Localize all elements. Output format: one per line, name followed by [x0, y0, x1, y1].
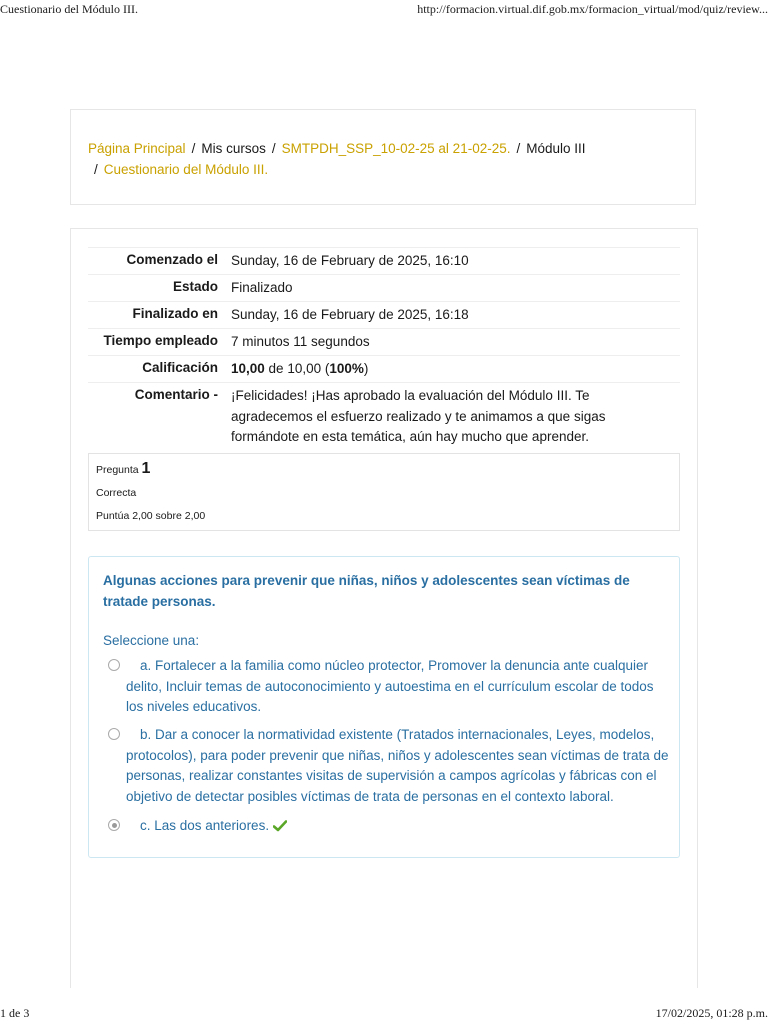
- answer-option-label: c. Las dos anteriores.: [140, 818, 270, 833]
- summary-row-comment: [88, 383, 680, 451]
- summary-row-time: [88, 329, 680, 356]
- breadcrumb-home-link[interactable]: Página Principal: [88, 141, 186, 156]
- summary-grade-value: [226, 356, 680, 383]
- summary-value: Sunday, 16 de February de 2025, 16:18: [231, 307, 469, 322]
- check-icon: [273, 818, 287, 839]
- question-number-label: Pregunta: [96, 464, 139, 476]
- breadcrumb-my-courses: Mis cursos: [201, 141, 266, 156]
- grade-mid: de 10,00 (: [264, 361, 330, 376]
- print-title: Cuestionario del Módulo III.: [0, 2, 138, 16]
- question-info-box: [88, 453, 680, 531]
- summary-row-finished: [88, 302, 680, 329]
- summary-value: Sunday, 16 de February de 2025, 16:10: [231, 253, 469, 268]
- summary-comment: ¡Felicidades! ¡Has aprobado la evaluación del Módulo III. Te agradecemos el esfuerzo realizado y te animamos a que sigas formándote en esta temática, aún hay mucho que aprender.: [231, 388, 606, 444]
- answer-option-text: [103, 656, 669, 718]
- summary-label: Comenzado el: [126, 252, 218, 267]
- answer-option-b[interactable]: [103, 725, 669, 807]
- print-url: http://formacion.virtual.dif.gob.mx/formacion_virtual/mod/quiz/review...: [417, 2, 768, 16]
- summary-label: Calificación: [142, 360, 218, 375]
- summary-label: Comentario -: [134, 387, 218, 402]
- page-counter: 1 de 3: [0, 1006, 30, 1020]
- summary-label: Finalizado en: [132, 306, 218, 321]
- breadcrumb-separator: /: [271, 141, 276, 156]
- summary-value: Finalizado: [231, 280, 293, 295]
- question-points: Puntúa 2,00 sobre 2,00: [96, 510, 206, 522]
- breadcrumb: [88, 138, 608, 180]
- question-number: [96, 460, 150, 478]
- breadcrumb-separator: /: [191, 141, 196, 156]
- answer-option-text: [103, 725, 669, 807]
- radio-button-c-selected[interactable]: [108, 819, 120, 831]
- answer-option-text: [103, 816, 669, 839]
- radio-button-a[interactable]: [108, 659, 120, 671]
- breadcrumb-separator: /: [94, 162, 98, 177]
- question-content-box: [88, 556, 680, 858]
- breadcrumb-card: [70, 109, 696, 205]
- summary-label: Tiempo empleado: [103, 333, 218, 348]
- question-number-value: 1: [141, 460, 151, 477]
- breadcrumb-course-link[interactable]: SMTPDH_SSP_10-02-25 al 21-02-25.: [281, 141, 511, 156]
- grade-percent: 100%: [329, 361, 364, 376]
- summary-row-state: [88, 275, 680, 302]
- quiz-summary-table: [88, 247, 680, 451]
- select-one-label: Seleccione una:: [103, 633, 200, 648]
- print-header: [0, 0, 768, 18]
- answer-option-label: b. Dar a conocer la normatividad existente (Tratados internacionales, Leyes, modelos, protocolos), para poder prevenir que niñas, niños y adolescentes sean víctimas de trata de personas, realizar constantes visitas de supervisión a campos agrícolas y fábricas con el objetivo de detectar posibles víctimas de trata de personas en el contexto laboral.: [126, 727, 669, 804]
- breadcrumb-separator: /: [516, 141, 521, 156]
- question-prompt: Algunas acciones para prevenir que niñas, niños y adolescentes sean víctimas de tratade personas.: [103, 573, 630, 609]
- print-datetime: 17/02/2025, 01:28 p.m.: [655, 1006, 768, 1020]
- breadcrumb-module: Módulo III: [526, 141, 586, 156]
- radio-button-b[interactable]: [108, 728, 120, 740]
- summary-row-started: [88, 248, 680, 275]
- summary-value: 7 minutos 11 segundos: [231, 334, 370, 349]
- print-footer: [0, 1004, 768, 1024]
- grade-end: ): [363, 361, 369, 376]
- breadcrumb-quiz-link[interactable]: Cuestionario del Módulo III.: [103, 162, 269, 177]
- summary-label: Estado: [172, 279, 218, 294]
- answer-option-label: a. Fortalecer a la familia como núcleo protector, Promover la denuncia ante cualquier delito, Incluir temas de autoconocimiento y autoestima en el currículum escolar de todos los niveles educativos.: [126, 658, 654, 714]
- question-state: Correcta: [96, 487, 137, 499]
- grade-score: 10,00: [231, 361, 265, 376]
- summary-row-grade: [88, 356, 680, 383]
- answer-option-c[interactable]: [103, 816, 669, 839]
- answer-option-a[interactable]: [103, 656, 669, 718]
